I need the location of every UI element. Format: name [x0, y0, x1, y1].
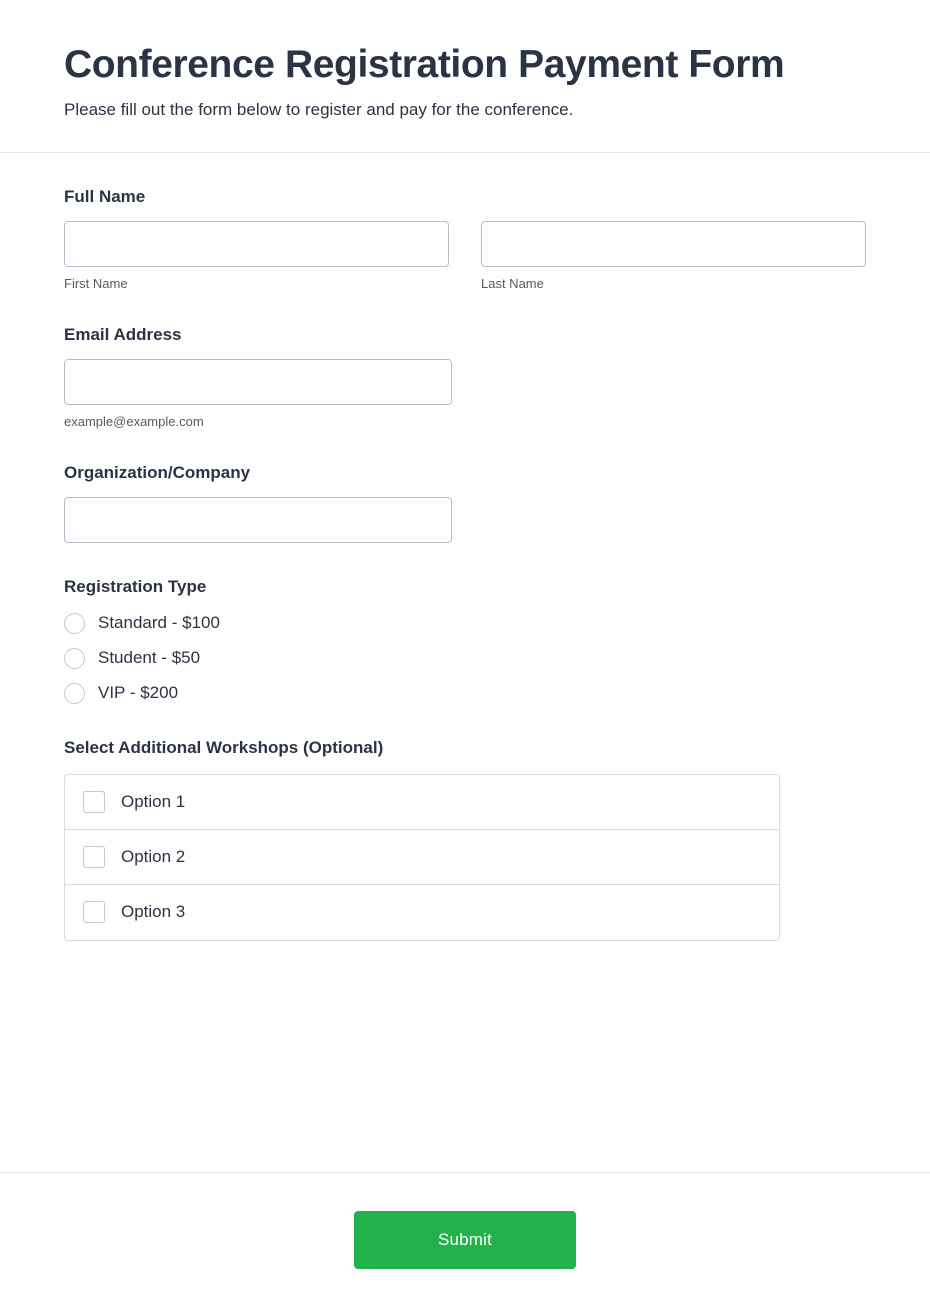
- field-workshops: [64, 738, 866, 941]
- radio-circle-icon[interactable]: [64, 648, 85, 669]
- last-name-sublabel: Last Name: [481, 275, 544, 291]
- field-email: [64, 325, 866, 429]
- full-name-label: Full Name: [64, 186, 146, 206]
- field-registration-type: [64, 577, 866, 704]
- checkbox-label-1: Option 1: [121, 791, 186, 811]
- radio-option-standard[interactable]: [64, 613, 866, 634]
- checkbox-label-3: Option 3: [121, 902, 186, 922]
- checkbox-square-icon[interactable]: [83, 846, 105, 868]
- last-name-input[interactable]: [481, 221, 866, 267]
- workshops-label: Select Additional Workshops (Optional): [64, 737, 384, 757]
- page-title: Conference Registration Payment Form: [64, 43, 785, 86]
- first-name-sublabel: First Name: [64, 275, 128, 291]
- field-full-name: [64, 187, 866, 291]
- radio-label-vip: VIP - $200: [98, 683, 179, 703]
- organization-input[interactable]: [64, 497, 452, 543]
- radio-circle-icon[interactable]: [64, 683, 85, 704]
- radio-option-student[interactable]: [64, 648, 866, 669]
- checkbox-label-2: Option 2: [121, 846, 186, 866]
- form-footer: [0, 1172, 930, 1313]
- radio-option-vip[interactable]: [64, 683, 866, 704]
- radio-label-standard: Standard - $100: [98, 613, 220, 633]
- form-body: [0, 153, 930, 1172]
- workshops-options: [64, 774, 780, 941]
- submit-button[interactable]: Submit: [354, 1211, 576, 1269]
- checkbox-square-icon[interactable]: [83, 791, 105, 813]
- last-name-col: [481, 221, 866, 291]
- first-name-col: [64, 221, 449, 291]
- checkbox-option-3[interactable]: [65, 885, 779, 940]
- radio-circle-icon[interactable]: [64, 613, 85, 634]
- organization-label: Organization/Company: [64, 462, 251, 482]
- field-organization: [64, 463, 866, 543]
- email-label: Email Address: [64, 324, 182, 344]
- checkbox-option-2[interactable]: [65, 830, 779, 885]
- checkbox-option-1[interactable]: [65, 775, 779, 830]
- radio-label-student: Student - $50: [98, 648, 201, 668]
- registration-type-options: [64, 613, 866, 704]
- email-input[interactable]: [64, 359, 452, 405]
- form-header: [0, 0, 930, 153]
- checkbox-square-icon[interactable]: [83, 901, 105, 923]
- email-sublabel: example@example.com: [64, 413, 204, 429]
- first-name-input[interactable]: [64, 221, 449, 267]
- registration-type-label: Registration Type: [64, 576, 207, 596]
- full-name-row: [64, 221, 866, 291]
- page-subtitle: Please fill out the form below to register and pay for the conference.: [64, 100, 574, 120]
